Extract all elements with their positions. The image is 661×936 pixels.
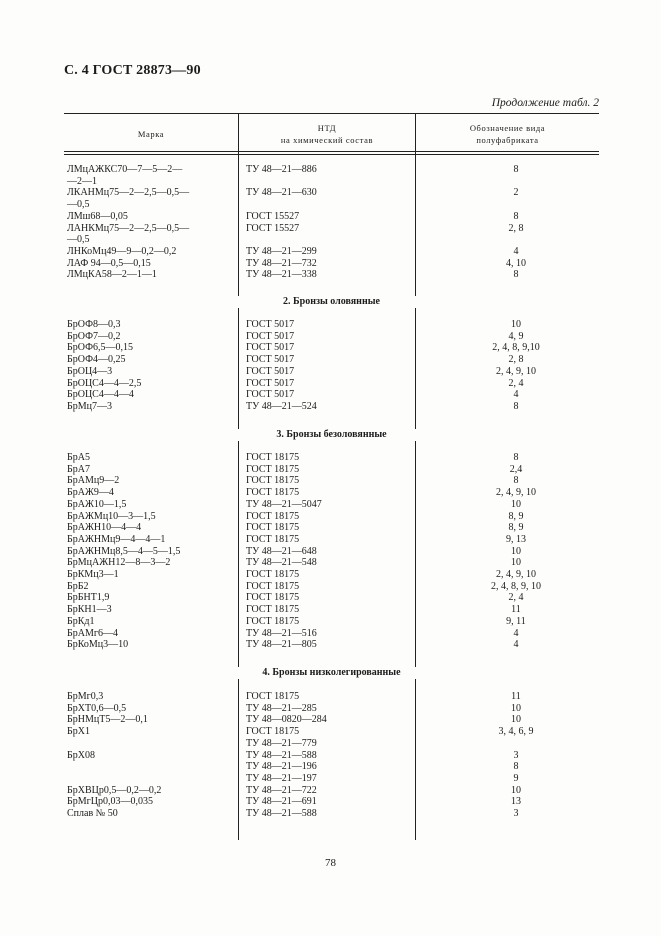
cell-mark: —2—1: [67, 175, 97, 187]
cell-ntd: ГОСТ 15527: [246, 210, 300, 222]
cell-ntd: ГОСТ 18175: [246, 615, 300, 627]
header-bottom-rule: [64, 151, 599, 152]
table-row: [64, 703, 599, 715]
cell-ntd: ГОСТ 18175: [246, 580, 300, 592]
table-row: [64, 726, 599, 738]
cell-ntd: ТУ 48—21—516: [246, 627, 317, 639]
column-header-type-line1: Обозначение вида: [469, 123, 546, 133]
table-row: [64, 342, 599, 354]
cell-mark: БрОФ6,5—0,15: [67, 342, 133, 354]
cell-ntd: ГОСТ 18175: [246, 510, 300, 522]
cell-type: 8: [513, 761, 519, 773]
table-row: [64, 389, 599, 401]
table-row: [64, 269, 599, 281]
cell-ntd: ГОСТ 5017: [246, 330, 295, 342]
table-row: [64, 211, 599, 223]
cell-type: 2, 4, 8, 9,10: [492, 342, 540, 354]
table-row: [64, 199, 599, 211]
cell-mark: ЛМцАЖКС70—7—5—2—: [67, 164, 183, 175]
column-header-ntd: [239, 122, 415, 146]
cell-mark: БрБНТ1,9: [67, 592, 110, 604]
cell-type: 8: [513, 452, 519, 463]
column-header-ntd-line1: НТД: [317, 123, 337, 133]
cell-mark: БрАМг6—4: [67, 627, 118, 639]
cell-mark: БрНМцТ5—2—0,1: [67, 714, 148, 726]
cell-ntd: ГОСТ 15527: [246, 222, 300, 234]
cell-type: 10: [511, 319, 521, 330]
cell-mark: ЛАФ 94—0,5—0,15: [67, 257, 151, 269]
cell-type: 10: [511, 784, 521, 796]
cell-mark: БрАМц9—2: [67, 475, 120, 487]
table-row: [64, 796, 599, 808]
cell-mark: БрОФ4—0,25: [67, 354, 126, 366]
cell-type: 2, 4, 9, 10: [496, 487, 536, 499]
cell-type: 9: [513, 772, 519, 784]
table-row: [64, 785, 599, 797]
cell-mark: БрХТ0,6—0,5: [67, 702, 127, 714]
cell-ntd: ГОСТ 18175: [246, 604, 300, 616]
cell-ntd: ТУ 48—21—630: [246, 187, 317, 199]
table-row: [64, 464, 599, 476]
cell-type: 4: [513, 389, 519, 401]
column-header-type-line2: полуфабриката: [476, 135, 539, 145]
cell-ntd: ТУ 48—21—197: [246, 772, 317, 784]
cell-ntd: ГОСТ 5017: [246, 377, 295, 389]
cell-type: 2, 8: [508, 354, 524, 366]
cell-mark: БрКоМц3—10: [67, 639, 129, 651]
table-row: [64, 592, 599, 604]
table-row: [64, 714, 599, 726]
table-row: [64, 738, 599, 750]
cell-ntd: ГОСТ 18175: [246, 533, 300, 545]
table-row: [64, 750, 599, 762]
cell-ntd: ТУ 48—21—5047: [246, 498, 322, 510]
cell-ntd: ГОСТ 5017: [246, 342, 295, 354]
page-header: С. 4 ГОСТ 28873—90: [64, 63, 201, 78]
cell-ntd: ГОСТ 18175: [246, 569, 300, 580]
table-row: [64, 628, 599, 640]
table-row: [64, 331, 599, 343]
cell-type: 10: [511, 545, 521, 557]
cell-mark: БрКМц3—1: [67, 569, 119, 580]
cell-type: 10: [511, 557, 521, 569]
cell-mark: БрХВЦр0,5—0,2—0,2: [67, 784, 162, 796]
cell-ntd: ТУ 48—21—691: [246, 796, 317, 808]
cell-ntd: ГОСТ 18175: [246, 726, 300, 738]
cell-type: 8: [513, 164, 519, 175]
cell-ntd: ТУ 48—21—588: [246, 749, 317, 761]
cell-type: 8, 9: [508, 522, 524, 534]
cell-type: 2, 4, 9, 10: [496, 569, 536, 580]
cell-type: 4: [513, 245, 519, 257]
table-row: [64, 234, 599, 246]
table-row: [64, 187, 599, 199]
cell-type: 2, 4: [508, 377, 524, 389]
cell-type: 3, 4, 6, 9: [498, 726, 534, 738]
cell-ntd: ТУ 48—21—588: [246, 808, 317, 819]
cell-ntd: ГОСТ 18175: [246, 522, 300, 534]
cell-ntd: ГОСТ 18175: [246, 463, 300, 475]
alloy-table: [64, 113, 599, 840]
table-row: [64, 354, 599, 366]
cell-ntd: ТУ 48—21—196: [246, 761, 317, 773]
cell-mark: БрХ08: [67, 749, 95, 761]
cell-mark: БрА7: [67, 463, 90, 475]
cell-mark: БрОЦС4—4—2,5: [67, 377, 142, 389]
cell-mark: БрОЦС4—4—4: [67, 389, 134, 401]
cell-ntd: ТУ 48—21—524: [246, 400, 317, 412]
table-row: [64, 808, 599, 820]
cell-ntd: ТУ 48—0820—284: [246, 714, 327, 726]
column-header-type: [416, 122, 599, 146]
cell-mark: БрОФ8—0,3: [67, 319, 121, 330]
cell-ntd: ТУ 48—21—805: [246, 639, 317, 651]
table-row: [64, 546, 599, 558]
table-row: [64, 487, 599, 499]
table-row: [64, 761, 599, 773]
table-row: [64, 401, 599, 413]
cell-ntd: ГОСТ 5017: [246, 319, 295, 330]
section-title: 2. Бронзы оловянные: [64, 296, 599, 308]
cell-type: 11: [511, 691, 521, 702]
cell-type: 2,4: [509, 463, 523, 475]
column-header-mark: Марка: [137, 129, 165, 139]
table-row: [64, 176, 599, 188]
cell-type: 3: [513, 808, 519, 819]
cell-mark: БрХ1: [67, 726, 90, 738]
cell-type: 8, 9: [508, 510, 524, 522]
cell-type: 10: [511, 714, 521, 726]
cell-mark: БрОЦ4—3: [67, 365, 113, 377]
table-row: [64, 164, 599, 176]
cell-mark: БрМг0,3: [67, 691, 104, 702]
cell-ntd: ГОСТ 18175: [246, 452, 300, 463]
section-title: 3. Бронзы безоловянные: [64, 429, 599, 441]
cell-ntd: ТУ 48—21—648: [246, 545, 317, 557]
cell-ntd: ГОСТ 18175: [246, 592, 300, 604]
cell-type: 9, 13: [506, 533, 526, 545]
cell-mark: БрКН1—3: [67, 604, 112, 616]
cell-type: 4, 10: [506, 257, 526, 269]
cell-mark: ЛАНКМц75—2—2,5—0,5—: [67, 222, 190, 234]
cell-mark: БрАЖНМц9—4—4—1: [67, 533, 166, 545]
table-row: [64, 475, 599, 487]
cell-type: 8: [513, 269, 519, 281]
cell-mark: —0,5: [67, 199, 90, 211]
cell-mark: БрАЖН10—4—4: [67, 522, 142, 534]
table-row: [64, 639, 599, 651]
cell-type: 4: [513, 639, 519, 651]
cell-mark: БрАЖ9—4: [67, 487, 114, 499]
cell-ntd: ТУ 48—21—886: [246, 164, 317, 175]
cell-ntd: ГОСТ 5017: [246, 354, 295, 366]
table-row: [64, 534, 599, 546]
cell-ntd: ГОСТ 5017: [246, 389, 295, 401]
cell-type: 2: [513, 187, 519, 199]
table-row: [64, 511, 599, 523]
cell-type: 4: [513, 627, 519, 639]
cell-mark: ЛКАНМц75—2—2,5—0,5—: [67, 187, 190, 199]
cell-ntd: ГОСТ 18175: [246, 487, 300, 499]
cell-mark: БрАЖМц10—3—1,5: [67, 510, 156, 522]
cell-mark: Сплав № 50: [67, 808, 118, 819]
cell-type: 2, 4, 9, 10: [496, 365, 536, 377]
cell-type: 4, 9: [508, 330, 524, 342]
cell-ntd: ТУ 48—21—548: [246, 557, 317, 569]
cell-mark: БрМц7—3: [67, 400, 112, 412]
cell-ntd: ТУ 48—21—338: [246, 269, 317, 281]
table-row: [64, 223, 599, 235]
cell-mark: БрБ2: [67, 580, 89, 592]
cell-mark: БрАЖНМц8,5—4—5—1,5: [67, 545, 181, 557]
table-row: [64, 616, 599, 628]
section-title: 4. Бронзы низколегированные: [64, 667, 599, 679]
cell-ntd: ГОСТ 18175: [246, 691, 300, 702]
table-row: [64, 581, 599, 593]
cell-mark: БрОФ7—0,2: [67, 330, 121, 342]
page-number: 78: [325, 857, 336, 869]
table-row: [64, 557, 599, 569]
cell-type: 8: [513, 210, 519, 222]
cell-type: 10: [511, 702, 521, 714]
cell-type: 8: [513, 475, 519, 487]
cell-mark: ЛНКоМц49—9—0,2—0,2: [67, 245, 177, 257]
table-row: [64, 452, 599, 464]
cell-type: 11: [511, 604, 521, 616]
table-row: [64, 604, 599, 616]
cell-mark: БрМгЦр0,03—0,035: [67, 796, 153, 808]
cell-mark: БрА5: [67, 452, 90, 463]
table-top-rule: [64, 113, 599, 114]
column-header-ntd-line2: на химический состав: [280, 135, 374, 145]
cell-ntd: ГОСТ 18175: [246, 475, 300, 487]
cell-type: 2, 4: [508, 592, 524, 604]
table-row: [64, 499, 599, 511]
cell-ntd: ГОСТ 5017: [246, 365, 295, 377]
cell-type: 13: [511, 796, 521, 808]
cell-mark: ЛМш68—0,05: [67, 210, 128, 222]
cell-ntd: ТУ 48—21—732: [246, 257, 317, 269]
cell-type: 2, 8: [508, 222, 524, 234]
cell-ntd: ТУ 48—21—285: [246, 702, 317, 714]
cell-type: 2, 4, 8, 9, 10: [491, 580, 541, 592]
cell-type: 10: [511, 498, 521, 510]
cell-ntd: ТУ 48—21—722: [246, 784, 317, 796]
table-row: [64, 246, 599, 258]
table-row: [64, 258, 599, 270]
cell-mark: ЛМцКА58—2—1—1: [67, 269, 157, 281]
header-bottom-rule-double: [64, 154, 599, 155]
cell-ntd: ТУ 48—21—779: [246, 737, 317, 749]
cell-ntd: ТУ 48—21—299: [246, 245, 317, 257]
cell-mark: БрАЖ10—1,5: [67, 498, 127, 510]
cell-mark: —0,5: [67, 234, 90, 246]
cell-type: 8: [513, 400, 519, 412]
table-row: [64, 366, 599, 378]
table-continuation-note: Продолжение табл. 2: [491, 97, 599, 109]
cell-type: 3: [513, 749, 519, 761]
table-row: [64, 378, 599, 390]
table-row: [64, 569, 599, 581]
table-row: [64, 691, 599, 703]
cell-type: 9, 11: [506, 615, 526, 627]
table-row: [64, 522, 599, 534]
table-row: [64, 319, 599, 331]
cell-mark: БрМцАЖН12—8—3—2: [67, 557, 171, 569]
cell-mark: БрКд1: [67, 615, 95, 627]
table-row: [64, 773, 599, 785]
